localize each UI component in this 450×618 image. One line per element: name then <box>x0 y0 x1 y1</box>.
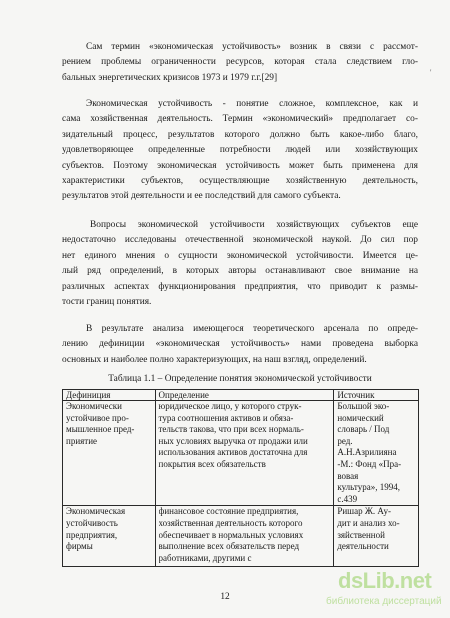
definitions-table <box>62 389 419 567</box>
text-line: недостаточно исследованы отечественной экономической наукой. До сил пор <box>62 235 418 246</box>
text-line: лению дефиниции «экономическая устойчивость» нами проведена выборка <box>62 339 418 350</box>
column-header-definition: Дефиниция <box>63 390 156 401</box>
term-text: Экономическая устойчивость предприятия, фирмы <box>66 506 126 552</box>
table-caption: Таблица 1.1 – Определение понятия экономической устойчивости <box>108 374 372 384</box>
paragraph-2 <box>62 97 418 205</box>
paragraph-4 <box>62 322 418 368</box>
watermark-logo: dsLib.net <box>338 568 432 593</box>
term-cell <box>63 506 156 567</box>
column-header-source: Источник <box>334 390 419 401</box>
text-line: В результате анализа имеющегося теоретического арсенала по опреде- <box>86 324 418 334</box>
text-line: Вопросы экономической устойчивости хозяйствующих субъектов еще <box>90 220 418 230</box>
column-header-meaning: Определение <box>155 390 334 401</box>
text-line: бальных энергетических кризисов 1973 и 1979 г.г.[29] <box>62 72 278 83</box>
text-line: результатов этой деятельности и ее последствий для самого субъекта. <box>62 191 341 202</box>
definition-cell <box>155 401 334 506</box>
source-cell <box>334 401 419 506</box>
text-line: основных и наиболее полно характеризующих, на наш взгляд, определений. <box>62 354 367 365</box>
text-line: характеристики субъектов, осуществляющие хозяйственную деятельность, <box>62 176 418 187</box>
definition-text: финансовое состояние предприятия, хозяйственная деятельность которого обеспечивает в нормальных условиях выполнение всех обязательств перед работниками, другими с <box>158 506 304 563</box>
text-line: нет единого мнения о сущности экономической устойчивости. Имеется це- <box>62 250 418 261</box>
term-cell <box>63 401 156 506</box>
definition-cell <box>155 506 334 567</box>
table-header-row <box>63 390 419 401</box>
source-cell <box>334 506 419 567</box>
source-text: Ришар Ж. Ау- дит и анализ хо- зяйственной деятельности <box>337 506 400 552</box>
text-line: субъектов. Поэтому экономическая устойчивость может быть применена для <box>62 160 418 171</box>
table-row <box>63 506 419 567</box>
source-text: Большой эко- номический словарь / Под ред. А.Н.Азрилияна -М.: Фонд «Пра- вовая культура», 1994, с.439 <box>337 401 402 504</box>
table-row <box>63 401 419 506</box>
text-line: Сам термин «экономическая устойчивость» возник в связи с рассмот- <box>86 42 418 52</box>
term-text: Экономически устойчивое про- мышленное пред- приятие <box>66 401 135 446</box>
text-line: лый ряд определений, в которых авторы останавливают свое внимание на <box>62 266 418 277</box>
watermark-subtitle: библиотека диссертаций <box>326 596 442 607</box>
text-line: удовлетворяющее определенные потребности людей или хозяйствующих <box>62 145 418 156</box>
page-number: 12 <box>220 592 230 602</box>
text-line: Экономическая устойчивость - понятие сложное, комплексное, как и <box>86 99 418 109</box>
definition-text: юридическое лицо, у которого струк- тура соотношения активов и обяза- тельств такова, что при всех нормаль- ных условиях выручка от продажи или использования активов достаточна для покрытия всех обязательств <box>158 401 308 469</box>
watermark <box>326 568 444 612</box>
text-line: зидательный процесс, результатов которого должно быть какое-либо благо, <box>62 129 418 140</box>
text-line: тости границ понятия. <box>62 297 152 308</box>
text-line: рением проблемы ограниченности ресурсов, которая стала следствием гло- <box>62 57 418 68</box>
text-line: сама хозяйственная деятельность. Термин «экономический» предполагает со- <box>62 114 418 125</box>
margin-mark: ' <box>430 68 432 77</box>
text-line: различных аспектах функционирования предприятия, что приводит к размы- <box>62 281 418 292</box>
paragraph-1 <box>62 40 418 86</box>
paragraph-3 <box>62 218 418 310</box>
